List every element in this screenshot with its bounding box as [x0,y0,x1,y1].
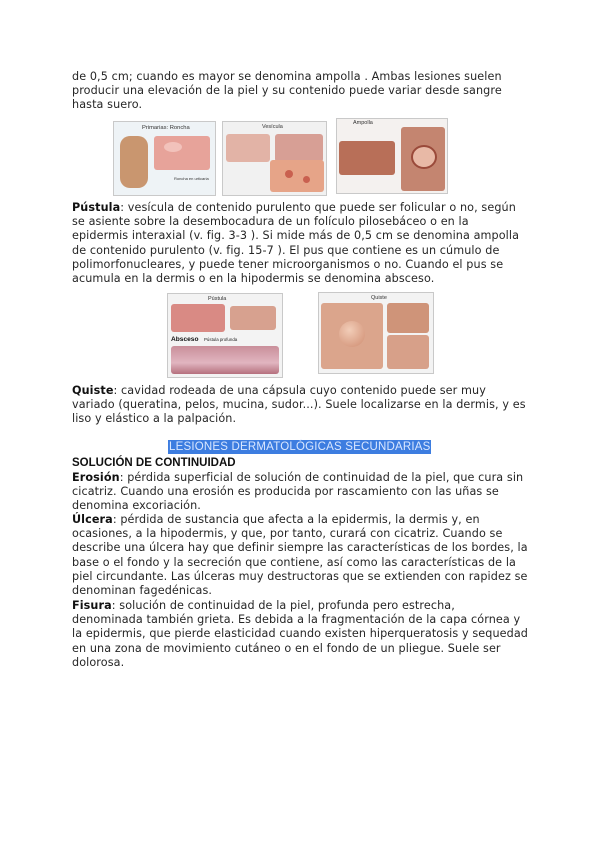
figure-roncha-note: Roncha en urticaria [174,176,209,181]
quiste-term: Quiste [72,384,114,397]
figure-pustula-profunda-label: Pústula profunda [204,337,238,342]
vesicle-mark [303,176,310,183]
pustula-term: Pústula [72,201,121,214]
pustula-photo-1 [171,304,225,332]
quiste-photo-2 [387,303,429,333]
absceso-diagram [171,346,279,374]
figure-pustula [167,293,283,378]
figure-vesicula-title: Vesícula [262,124,283,130]
pustula-text: : vesícula de contenido purulento que puede ser folicular o no, según se asiente sobre la desembocadura de un folículo pilosebáceo o en la epidermis interaxial (v. fig. 3-3 ). Si mide más de 0,5 cm se denomina ampolla de contenido purulento (v. fig. 15-7 ). El pus que contiene es un cúmulo de polimorfonucleares, y puede tener microorganismos o no. Cuando el pus se acumula en la dermis o en la hipodermis se denomina absceso. [72,201,520,286]
bulla-mark [411,145,437,169]
fisura-term: Fisura [72,599,112,612]
intro-paragraph: de 0,5 cm; cuando es mayor se denomina ampolla . Ambas lesiones suelen producir una elevación de la piel y su contenido puede variar desde sangre hasta suero. [72,70,502,112]
vesicula-photo-2 [275,134,323,162]
cyst-mark [339,321,365,347]
erosion-text: : pérdida superficial de solución de continuidad de la piel, que cura sin cicatriz. Cuando una erosión es producida por rascamiento con las uñas se denomina excoriación. [72,471,524,513]
child-photo [120,136,148,188]
erosion-paragraph [72,471,528,514]
pustula-paragraph [72,201,528,286]
quiste-paragraph [72,384,528,427]
figure-ampolla-title: Ampolla [353,120,373,126]
figure-pustula-title: Pústula [208,296,227,302]
quiste-photo-3 [387,335,429,369]
figure-quiste-title: Quiste [371,295,387,301]
ulcera-term: Úlcera [72,513,113,526]
fisura-text: : solución de continuidad de la piel, profunda pero estrecha, denominada también grieta. Es debida a la fragmentación de la capa córnea y la epidermis, que pierde elasticidad cuando existen hiperqueratosis y sequedad en una zona de movimiento cutáneo o en el fondo de un pliegue. Suele ser dolorosa. [72,599,528,669]
ampolla-hand-photo [339,141,395,175]
subheading: SOLUCIÓN DE CONTINUIDAD [72,457,236,469]
fisura-paragraph [72,599,528,670]
figure-vesicula [222,121,327,196]
ulcera-text: : pérdida de sustancia que afecta a la epidermis, la dermis y, en ocasiones, a la hipodermis, y que, por tanto, curará con cicatriz. Cuando se describe una úlcera hay que definir siempre las características de los bordes, la base o el fondo y la secreción que contiene, así como las características de la piel circundante. Las úlceras muy destructoras que se extienden con rapidez se denominan fagedénicas. [72,513,528,598]
roncha-photo [154,136,210,170]
figure-absceso-label: Absceso [171,336,199,343]
wheal-mark [164,142,182,152]
vesicula-photo-3 [270,160,324,192]
figure-roncha-title: Primarias: Roncha [142,125,190,131]
erosion-term: Erosión [72,471,120,484]
quiste-text: : cavidad rodeada de una cápsula cuyo contenido puede ser muy variado (queratina, pelos, mucina, sudor...). Suele localizarse en la dermis, y es liso y elástico a la palpación. [72,384,526,426]
vesicula-photo-1 [226,134,270,162]
vesicle-mark [285,170,293,178]
figure-roncha [113,121,216,196]
pustula-photo-2 [230,306,276,330]
figure-ampolla [336,118,448,194]
ulcera-paragraph [72,513,528,598]
section-heading: LESIONES DERMATOLÓGICAS SECUNDARIAS [169,441,431,453]
figure-quiste [318,292,434,374]
